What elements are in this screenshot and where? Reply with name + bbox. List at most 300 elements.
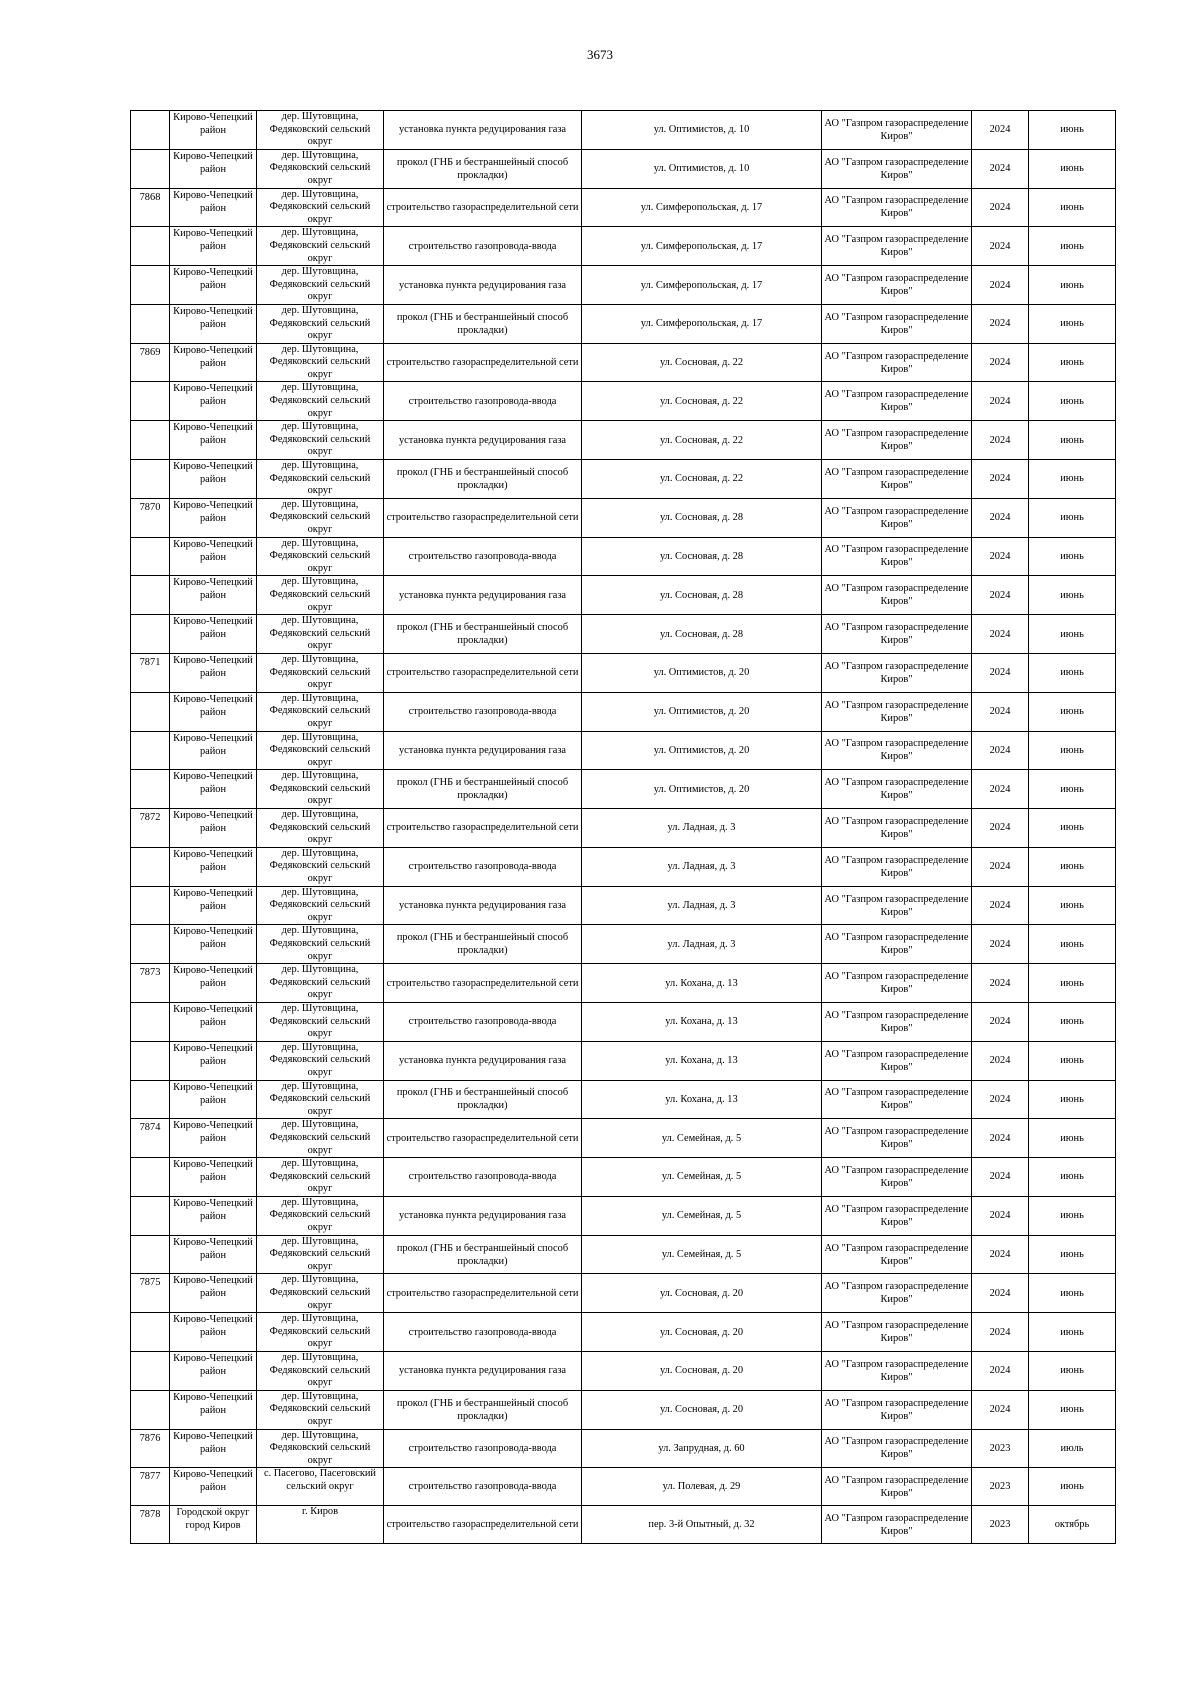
year-cell: 2024 xyxy=(972,925,1029,964)
district-cell: Кирово-Чепецкий район xyxy=(170,537,257,576)
district-cell: Кирово-Чепецкий район xyxy=(170,1274,257,1313)
work-type-cell: строительство газораспределительной сети xyxy=(384,809,582,848)
address-cell: ул. Сосновая, д. 28 xyxy=(582,537,822,576)
address-cell: ул. Сосновая, д. 20 xyxy=(582,1352,822,1391)
table-row xyxy=(131,421,1116,460)
address-cell: ул. Сосновая, д. 22 xyxy=(582,460,822,499)
work-type-cell: установка пункта редуцирования газа xyxy=(384,886,582,925)
district-cell: Кирово-Чепецкий район xyxy=(170,1119,257,1158)
locality-cell: дер. Шутовщина, Федяковский сельский округ xyxy=(257,1041,384,1080)
district-cell: Кирово-Чепецкий район xyxy=(170,770,257,809)
locality-cell: дер. Шутовщина, Федяковский сельский округ xyxy=(257,460,384,499)
month-cell: июнь xyxy=(1029,1002,1116,1041)
work-type-cell: установка пункта редуцирования газа xyxy=(384,731,582,770)
row-number-cell xyxy=(131,421,170,460)
table-row xyxy=(131,1041,1116,1080)
year-cell: 2024 xyxy=(972,149,1029,188)
organization-cell: АО "Газпром газораспределение Киров" xyxy=(822,925,972,964)
table-row xyxy=(131,847,1116,886)
month-cell: июль xyxy=(1029,1429,1116,1468)
work-type-cell: прокол (ГНБ и бестраншейный способ прокладки) xyxy=(384,1390,582,1429)
locality-cell: дер. Шутовщина, Федяковский сельский округ xyxy=(257,1429,384,1468)
row-number-cell: 7872 xyxy=(131,809,170,848)
year-cell: 2024 xyxy=(972,304,1029,343)
address-cell: ул. Оптимистов, д. 10 xyxy=(582,149,822,188)
table-row xyxy=(131,1235,1116,1274)
work-type-cell: прокол (ГНБ и бестраншейный способ прокладки) xyxy=(384,925,582,964)
organization-cell: АО "Газпром газораспределение Киров" xyxy=(822,343,972,382)
organization-cell: АО "Газпром газораспределение Киров" xyxy=(822,149,972,188)
month-cell: июнь xyxy=(1029,1196,1116,1235)
address-cell: ул. Оптимистов, д. 10 xyxy=(582,111,822,150)
year-cell: 2024 xyxy=(972,1274,1029,1313)
month-cell: июнь xyxy=(1029,227,1116,266)
organization-cell: АО "Газпром газораспределение Киров" xyxy=(822,1506,972,1544)
organization-cell: АО "Газпром газораспределение Киров" xyxy=(822,1196,972,1235)
table-row xyxy=(131,964,1116,1003)
table-row xyxy=(131,227,1116,266)
work-type-cell: строительство газопровода-ввода xyxy=(384,1429,582,1468)
locality-cell: дер. Шутовщина, Федяковский сельский округ xyxy=(257,653,384,692)
month-cell: июнь xyxy=(1029,149,1116,188)
month-cell: июнь xyxy=(1029,382,1116,421)
table-row xyxy=(131,1506,1116,1544)
locality-cell: дер. Шутовщина, Федяковский сельский округ xyxy=(257,304,384,343)
district-cell: Кирово-Чепецкий район xyxy=(170,964,257,1003)
year-cell: 2024 xyxy=(972,809,1029,848)
table-row xyxy=(131,1429,1116,1468)
row-number-cell xyxy=(131,1041,170,1080)
organization-cell: АО "Газпром газораспределение Киров" xyxy=(822,460,972,499)
year-cell: 2023 xyxy=(972,1468,1029,1506)
year-cell: 2024 xyxy=(972,615,1029,654)
year-cell: 2024 xyxy=(972,1196,1029,1235)
district-cell: Кирово-Чепецкий район xyxy=(170,498,257,537)
organization-cell: АО "Газпром газораспределение Киров" xyxy=(822,1390,972,1429)
table-row xyxy=(131,1352,1116,1391)
work-type-cell: прокол (ГНБ и бестраншейный способ прокладки) xyxy=(384,149,582,188)
work-type-cell: строительство газопровода-ввода xyxy=(384,1158,582,1197)
address-cell: ул. Ладная, д. 3 xyxy=(582,847,822,886)
month-cell: июнь xyxy=(1029,1313,1116,1352)
table-row xyxy=(131,1196,1116,1235)
district-cell: Кирово-Чепецкий район xyxy=(170,1235,257,1274)
year-cell: 2024 xyxy=(972,460,1029,499)
organization-cell: АО "Газпром газораспределение Киров" xyxy=(822,964,972,1003)
locality-cell: дер. Шутовщина, Федяковский сельский округ xyxy=(257,1352,384,1391)
address-cell: ул. Оптимистов, д. 20 xyxy=(582,653,822,692)
address-cell: ул. Симферопольская, д. 17 xyxy=(582,188,822,227)
locality-cell: дер. Шутовщина, Федяковский сельский округ xyxy=(257,576,384,615)
organization-cell: АО "Газпром газораспределение Киров" xyxy=(822,188,972,227)
locality-cell: дер. Шутовщина, Федяковский сельский округ xyxy=(257,615,384,654)
row-number-cell: 7871 xyxy=(131,653,170,692)
work-type-cell: строительство газораспределительной сети xyxy=(384,653,582,692)
year-cell: 2024 xyxy=(972,537,1029,576)
row-number-cell xyxy=(131,382,170,421)
table-row xyxy=(131,537,1116,576)
organization-cell: АО "Газпром газораспределение Киров" xyxy=(822,692,972,731)
work-type-cell: прокол (ГНБ и бестраншейный способ прокладки) xyxy=(384,770,582,809)
organization-cell: АО "Газпром газораспределение Киров" xyxy=(822,1080,972,1119)
year-cell: 2024 xyxy=(972,1313,1029,1352)
month-cell: июнь xyxy=(1029,809,1116,848)
year-cell: 2024 xyxy=(972,266,1029,305)
month-cell: июнь xyxy=(1029,1080,1116,1119)
address-cell: ул. Семейная, д. 5 xyxy=(582,1235,822,1274)
year-cell: 2024 xyxy=(972,1002,1029,1041)
row-number-cell xyxy=(131,692,170,731)
district-cell: Кирово-Чепецкий район xyxy=(170,653,257,692)
district-cell: Кирово-Чепецкий район xyxy=(170,847,257,886)
locality-cell: дер. Шутовщина, Федяковский сельский округ xyxy=(257,1080,384,1119)
table-row xyxy=(131,692,1116,731)
year-cell: 2024 xyxy=(972,188,1029,227)
table-row xyxy=(131,382,1116,421)
month-cell: июнь xyxy=(1029,1158,1116,1197)
month-cell: июнь xyxy=(1029,1235,1116,1274)
address-cell: ул. Кохана, д. 13 xyxy=(582,1080,822,1119)
address-cell: ул. Сосновая, д. 20 xyxy=(582,1274,822,1313)
work-type-cell: прокол (ГНБ и бестраншейный способ прокладки) xyxy=(384,1235,582,1274)
row-number-cell xyxy=(131,266,170,305)
district-cell: Кирово-Чепецкий район xyxy=(170,1390,257,1429)
row-number-cell: 7874 xyxy=(131,1119,170,1158)
district-cell: Кирово-Чепецкий район xyxy=(170,188,257,227)
year-cell: 2024 xyxy=(972,731,1029,770)
row-number-cell xyxy=(131,1002,170,1041)
year-cell: 2023 xyxy=(972,1506,1029,1544)
month-cell: июнь xyxy=(1029,460,1116,499)
district-cell: Кирово-Чепецкий район xyxy=(170,1196,257,1235)
address-cell: ул. Оптимистов, д. 20 xyxy=(582,692,822,731)
work-type-cell: строительство газопровода-ввода xyxy=(384,1468,582,1506)
district-cell: Кирово-Чепецкий район xyxy=(170,731,257,770)
work-type-cell: установка пункта редуцирования газа xyxy=(384,1196,582,1235)
organization-cell: АО "Газпром газораспределение Киров" xyxy=(822,886,972,925)
locality-cell: дер. Шутовщина, Федяковский сельский округ xyxy=(257,343,384,382)
address-cell: ул. Симферопольская, д. 17 xyxy=(582,304,822,343)
work-type-cell: установка пункта редуцирования газа xyxy=(384,421,582,460)
row-number-cell xyxy=(131,1390,170,1429)
table-row xyxy=(131,460,1116,499)
table-row xyxy=(131,770,1116,809)
address-cell: ул. Сосновая, д. 20 xyxy=(582,1313,822,1352)
year-cell: 2024 xyxy=(972,964,1029,1003)
table-row xyxy=(131,1468,1116,1506)
row-number-cell xyxy=(131,731,170,770)
row-number-cell: 7870 xyxy=(131,498,170,537)
locality-cell: дер. Шутовщина, Федяковский сельский округ xyxy=(257,1119,384,1158)
organization-cell: АО "Газпром газораспределение Киров" xyxy=(822,382,972,421)
address-cell: ул. Сосновая, д. 20 xyxy=(582,1390,822,1429)
district-cell: Кирово-Чепецкий район xyxy=(170,343,257,382)
table-row xyxy=(131,498,1116,537)
row-number-cell: 7877 xyxy=(131,1468,170,1506)
district-cell: Кирово-Чепецкий район xyxy=(170,382,257,421)
work-type-cell: строительство газопровода-ввода xyxy=(384,227,582,266)
organization-cell: АО "Газпром газораспределение Киров" xyxy=(822,1274,972,1313)
year-cell: 2024 xyxy=(972,498,1029,537)
district-cell: Кирово-Чепецкий район xyxy=(170,1080,257,1119)
work-type-cell: строительство газораспределительной сети xyxy=(384,1506,582,1544)
address-cell: ул. Ладная, д. 3 xyxy=(582,925,822,964)
table-row xyxy=(131,188,1116,227)
table-row xyxy=(131,1313,1116,1352)
month-cell: июнь xyxy=(1029,537,1116,576)
row-number-cell xyxy=(131,537,170,576)
works-table xyxy=(130,110,1116,1544)
year-cell: 2024 xyxy=(972,886,1029,925)
organization-cell: АО "Газпром газораспределение Киров" xyxy=(822,847,972,886)
page-number: 3673 xyxy=(587,47,613,62)
year-cell: 2024 xyxy=(972,382,1029,421)
district-cell: Кирово-Чепецкий район xyxy=(170,615,257,654)
row-number-cell xyxy=(131,304,170,343)
year-cell: 2024 xyxy=(972,1390,1029,1429)
row-number-cell xyxy=(131,615,170,654)
row-number-cell: 7873 xyxy=(131,964,170,1003)
month-cell: октябрь xyxy=(1029,1506,1116,1544)
year-cell: 2024 xyxy=(972,1158,1029,1197)
organization-cell: АО "Газпром газораспределение Киров" xyxy=(822,498,972,537)
table-row xyxy=(131,576,1116,615)
row-number-cell xyxy=(131,227,170,266)
year-cell: 2024 xyxy=(972,111,1029,150)
locality-cell: дер. Шутовщина, Федяковский сельский округ xyxy=(257,886,384,925)
locality-cell: дер. Шутовщина, Федяковский сельский округ xyxy=(257,1158,384,1197)
locality-cell: дер. Шутовщина, Федяковский сельский округ xyxy=(257,149,384,188)
organization-cell: АО "Газпром газораспределение Киров" xyxy=(822,266,972,305)
work-type-cell: строительство газораспределительной сети xyxy=(384,1119,582,1158)
organization-cell: АО "Газпром газораспределение Киров" xyxy=(822,576,972,615)
organization-cell: АО "Газпром газораспределение Киров" xyxy=(822,1468,972,1506)
row-number-cell xyxy=(131,886,170,925)
organization-cell: АО "Газпром газораспределение Киров" xyxy=(822,1119,972,1158)
district-cell: Кирово-Чепецкий район xyxy=(170,421,257,460)
organization-cell: АО "Газпром газораспределение Киров" xyxy=(822,809,972,848)
month-cell: июнь xyxy=(1029,498,1116,537)
address-cell: пер. 3-й Опытный, д. 32 xyxy=(582,1506,822,1544)
address-cell: ул. Ладная, д. 3 xyxy=(582,809,822,848)
district-cell: Кирово-Чепецкий район xyxy=(170,1002,257,1041)
month-cell: июнь xyxy=(1029,1390,1116,1429)
year-cell: 2024 xyxy=(972,1080,1029,1119)
locality-cell: дер. Шутовщина, Федяковский сельский округ xyxy=(257,731,384,770)
organization-cell: АО "Газпром газораспределение Киров" xyxy=(822,1002,972,1041)
month-cell: июнь xyxy=(1029,188,1116,227)
address-cell: ул. Кохана, д. 13 xyxy=(582,1002,822,1041)
table-row xyxy=(131,1119,1116,1158)
organization-cell: АО "Газпром газораспределение Киров" xyxy=(822,537,972,576)
work-type-cell: строительство газопровода-ввода xyxy=(384,847,582,886)
organization-cell: АО "Газпром газораспределение Киров" xyxy=(822,1158,972,1197)
address-cell: ул. Семейная, д. 5 xyxy=(582,1119,822,1158)
organization-cell: АО "Газпром газораспределение Киров" xyxy=(822,111,972,150)
table-row xyxy=(131,615,1116,654)
month-cell: июнь xyxy=(1029,770,1116,809)
organization-cell: АО "Газпром газораспределение Киров" xyxy=(822,304,972,343)
locality-cell: дер. Шутовщина, Федяковский сельский округ xyxy=(257,1196,384,1235)
district-cell: Кирово-Чепецкий район xyxy=(170,1468,257,1506)
locality-cell: г. Киров xyxy=(257,1506,384,1544)
row-number-cell xyxy=(131,1158,170,1197)
work-type-cell: прокол (ГНБ и бестраншейный способ прокладки) xyxy=(384,460,582,499)
table-row xyxy=(131,1080,1116,1119)
locality-cell: дер. Шутовщина, Федяковский сельский округ xyxy=(257,847,384,886)
locality-cell: дер. Шутовщина, Федяковский сельский округ xyxy=(257,964,384,1003)
month-cell: июнь xyxy=(1029,304,1116,343)
row-number-cell: 7869 xyxy=(131,343,170,382)
year-cell: 2024 xyxy=(972,421,1029,460)
work-type-cell: установка пункта редуцирования газа xyxy=(384,266,582,305)
district-cell: Кирово-Чепецкий район xyxy=(170,1429,257,1468)
work-type-cell: строительство газораспределительной сети xyxy=(384,498,582,537)
organization-cell: АО "Газпром газораспределение Киров" xyxy=(822,1352,972,1391)
work-type-cell: установка пункта редуцирования газа xyxy=(384,576,582,615)
work-type-cell: установка пункта редуцирования газа xyxy=(384,1352,582,1391)
organization-cell: АО "Газпром газораспределение Киров" xyxy=(822,1041,972,1080)
locality-cell: дер. Шутовщина, Федяковский сельский округ xyxy=(257,227,384,266)
table-row xyxy=(131,304,1116,343)
table-row xyxy=(131,925,1116,964)
locality-cell: дер. Шутовщина, Федяковский сельский округ xyxy=(257,188,384,227)
address-cell: ул. Симферопольская, д. 17 xyxy=(582,227,822,266)
work-type-cell: установка пункта редуцирования газа xyxy=(384,111,582,150)
month-cell: июнь xyxy=(1029,266,1116,305)
year-cell: 2023 xyxy=(972,1429,1029,1468)
district-cell: Кирово-Чепецкий район xyxy=(170,460,257,499)
row-number-cell xyxy=(131,460,170,499)
organization-cell: АО "Газпром газораспределение Киров" xyxy=(822,421,972,460)
row-number-cell xyxy=(131,1313,170,1352)
year-cell: 2024 xyxy=(972,576,1029,615)
locality-cell: дер. Шутовщина, Федяковский сельский округ xyxy=(257,809,384,848)
row-number-cell: 7878 xyxy=(131,1506,170,1544)
row-number-cell xyxy=(131,111,170,150)
address-cell: ул. Кохана, д. 13 xyxy=(582,1041,822,1080)
work-type-cell: строительство газопровода-ввода xyxy=(384,1313,582,1352)
district-cell: Кирово-Чепецкий район xyxy=(170,692,257,731)
locality-cell: дер. Шутовщина, Федяковский сельский округ xyxy=(257,382,384,421)
district-cell: Кирово-Чепецкий район xyxy=(170,886,257,925)
address-cell: ул. Семейная, д. 5 xyxy=(582,1158,822,1197)
table-row xyxy=(131,1158,1116,1197)
district-cell: Кирово-Чепецкий район xyxy=(170,266,257,305)
row-number-cell xyxy=(131,149,170,188)
organization-cell: АО "Газпром газораспределение Киров" xyxy=(822,653,972,692)
month-cell: июнь xyxy=(1029,1468,1116,1506)
address-cell: ул. Ладная, д. 3 xyxy=(582,886,822,925)
organization-cell: АО "Газпром газораспределение Киров" xyxy=(822,1313,972,1352)
month-cell: июнь xyxy=(1029,653,1116,692)
table-body xyxy=(131,111,1116,1544)
row-number-cell xyxy=(131,770,170,809)
work-type-cell: установка пункта редуцирования газа xyxy=(384,1041,582,1080)
work-type-cell: строительство газораспределительной сети xyxy=(384,964,582,1003)
address-cell: ул. Симферопольская, д. 17 xyxy=(582,266,822,305)
month-cell: июнь xyxy=(1029,576,1116,615)
table-row xyxy=(131,343,1116,382)
row-number-cell xyxy=(131,1080,170,1119)
year-cell: 2024 xyxy=(972,653,1029,692)
month-cell: июнь xyxy=(1029,343,1116,382)
year-cell: 2024 xyxy=(972,343,1029,382)
locality-cell: дер. Шутовщина, Федяковский сельский округ xyxy=(257,692,384,731)
organization-cell: АО "Газпром газораспределение Киров" xyxy=(822,615,972,654)
month-cell: июнь xyxy=(1029,1352,1116,1391)
year-cell: 2024 xyxy=(972,1041,1029,1080)
row-number-cell xyxy=(131,1235,170,1274)
district-cell: Кирово-Чепецкий район xyxy=(170,1158,257,1197)
locality-cell: дер. Шутовщина, Федяковский сельский округ xyxy=(257,1274,384,1313)
month-cell: июнь xyxy=(1029,1041,1116,1080)
locality-cell: дер. Шутовщина, Федяковский сельский округ xyxy=(257,1313,384,1352)
month-cell: июнь xyxy=(1029,925,1116,964)
organization-cell: АО "Газпром газораспределение Киров" xyxy=(822,1235,972,1274)
month-cell: июнь xyxy=(1029,847,1116,886)
address-cell: ул. Сосновая, д. 22 xyxy=(582,382,822,421)
district-cell: Кирово-Чепецкий район xyxy=(170,227,257,266)
organization-cell: АО "Газпром газораспределение Киров" xyxy=(822,770,972,809)
year-cell: 2024 xyxy=(972,227,1029,266)
table-row xyxy=(131,1390,1116,1429)
month-cell: июнь xyxy=(1029,615,1116,654)
work-type-cell: строительство газопровода-ввода xyxy=(384,537,582,576)
locality-cell: дер. Шутовщина, Федяковский сельский округ xyxy=(257,1002,384,1041)
address-cell: ул. Оптимистов, д. 20 xyxy=(582,731,822,770)
table-row xyxy=(131,653,1116,692)
address-cell: ул. Запрудная, д. 60 xyxy=(582,1429,822,1468)
district-cell: Кирово-Чепецкий район xyxy=(170,1041,257,1080)
organization-cell: АО "Газпром газораспределение Киров" xyxy=(822,731,972,770)
year-cell: 2024 xyxy=(972,847,1029,886)
locality-cell: дер. Шутовщина, Федяковский сельский округ xyxy=(257,421,384,460)
locality-cell: дер. Шутовщина, Федяковский сельский округ xyxy=(257,498,384,537)
district-cell: Кирово-Чепецкий район xyxy=(170,111,257,150)
row-number-cell: 7876 xyxy=(131,1429,170,1468)
table-row xyxy=(131,1002,1116,1041)
work-type-cell: строительство газораспределительной сети xyxy=(384,343,582,382)
address-cell: ул. Сосновая, д. 28 xyxy=(582,498,822,537)
district-cell: Кирово-Чепецкий район xyxy=(170,149,257,188)
address-cell: ул. Оптимистов, д. 20 xyxy=(582,770,822,809)
district-cell: Кирово-Чепецкий район xyxy=(170,1313,257,1352)
year-cell: 2024 xyxy=(972,1119,1029,1158)
month-cell: июнь xyxy=(1029,111,1116,150)
row-number-cell xyxy=(131,1196,170,1235)
table-row xyxy=(131,149,1116,188)
address-cell: ул. Семейная, д. 5 xyxy=(582,1196,822,1235)
table-row xyxy=(131,809,1116,848)
address-cell: ул. Сосновая, д. 28 xyxy=(582,615,822,654)
row-number-cell: 7875 xyxy=(131,1274,170,1313)
locality-cell: дер. Шутовщина, Федяковский сельский округ xyxy=(257,770,384,809)
locality-cell: дер. Шутовщина, Федяковский сельский округ xyxy=(257,266,384,305)
address-cell: ул. Кохана, д. 13 xyxy=(582,964,822,1003)
locality-cell: дер. Шутовщина, Федяковский сельский округ xyxy=(257,925,384,964)
work-type-cell: строительство газопровода-ввода xyxy=(384,1002,582,1041)
district-cell: Кирово-Чепецкий район xyxy=(170,304,257,343)
work-type-cell: прокол (ГНБ и бестраншейный способ прокладки) xyxy=(384,1080,582,1119)
district-cell: Кирово-Чепецкий район xyxy=(170,925,257,964)
locality-cell: с. Пасегово, Пасеговский сельский округ xyxy=(257,1468,384,1506)
year-cell: 2024 xyxy=(972,692,1029,731)
district-cell: Кирово-Чепецкий район xyxy=(170,1352,257,1391)
table-row xyxy=(131,266,1116,305)
work-type-cell: строительство газопровода-ввода xyxy=(384,692,582,731)
month-cell: июнь xyxy=(1029,1119,1116,1158)
